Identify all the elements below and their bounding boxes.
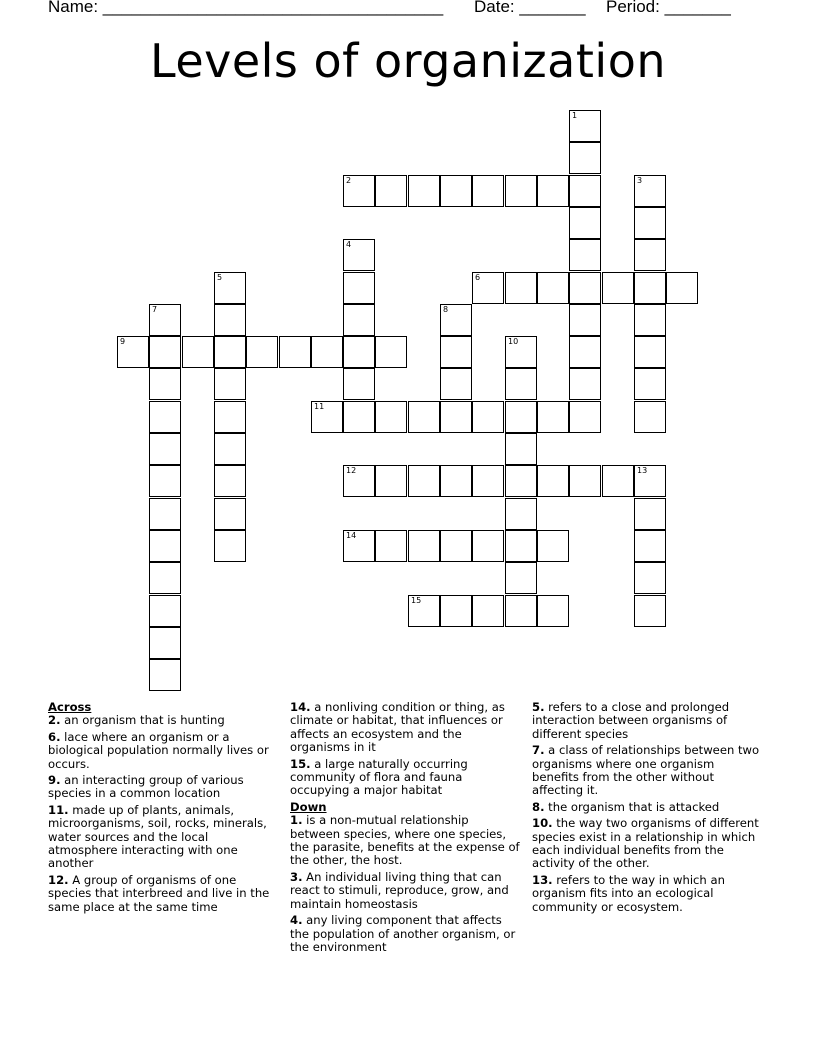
clue-number: 4: [346, 240, 352, 249]
clue-number: 10: [508, 337, 519, 346]
clue-across-9: 9. an interacting group of various species in a common location: [48, 773, 244, 801]
crossword-cell[interactable]: [343, 336, 375, 368]
clue-down-4: 4. any living component that affects the population of another organism, or the environment: [290, 913, 516, 954]
crossword-cell[interactable]: [569, 336, 601, 368]
page-title: Levels of organization: [150, 34, 666, 88]
crossword-cell[interactable]: [472, 401, 504, 433]
clue-number: 1: [572, 111, 578, 120]
crossword-cell[interactable]: [440, 465, 472, 497]
crossword-cell[interactable]: [569, 207, 601, 239]
clue-across-2: 2. an organism that is hunting: [48, 713, 225, 728]
crossword-cell[interactable]: [149, 304, 181, 336]
clue-down-7: 7. a class of relationships between two organisms where one organism benefits from the other without affecting it.: [532, 743, 760, 798]
crossword-cell[interactable]: [505, 562, 537, 594]
clue-number: 8: [443, 305, 449, 314]
crossword-cell[interactable]: [408, 175, 440, 207]
crossword-cell[interactable]: [569, 401, 601, 433]
clue-number: 15: [411, 596, 422, 605]
crossword-cell[interactable]: [634, 336, 666, 368]
clues-column-1: [48, 701, 280, 917]
crossword-cell[interactable]: [343, 401, 375, 433]
crossword-cell[interactable]: [214, 368, 246, 400]
clue-number: 14: [346, 531, 357, 540]
crossword-cell[interactable]: [472, 465, 504, 497]
crossword-cell[interactable]: [149, 627, 181, 659]
crossword-cell[interactable]: [149, 659, 181, 691]
crossword-cell[interactable]: [634, 595, 666, 627]
crossword-cell[interactable]: [634, 498, 666, 530]
crossword-cell[interactable]: [634, 368, 666, 400]
crossword-cell[interactable]: [440, 175, 472, 207]
crossword-cell[interactable]: [634, 239, 666, 271]
crossword-cell[interactable]: [569, 142, 601, 174]
crossword-cell[interactable]: [149, 465, 181, 497]
crossword-cell[interactable]: [537, 272, 569, 304]
clue-down-5: 5. refers to a close and prolonged interaction between organisms of different species: [532, 700, 730, 741]
crossword-cell[interactable]: [569, 368, 601, 400]
crossword-cell[interactable]: [343, 368, 375, 400]
crossword-cell[interactable]: [149, 368, 181, 400]
crossword-cell[interactable]: [117, 336, 149, 368]
clue-number: 2: [346, 176, 352, 185]
crossword-cell[interactable]: [634, 272, 666, 304]
crossword-cell[interactable]: [537, 530, 569, 562]
across-heading: Across: [48, 700, 92, 714]
clue-down-10: 10. the way two organisms of different species exist in a relationship in which each individual benefits from the activity of the other.: [532, 816, 759, 871]
crossword-cell[interactable]: [440, 530, 472, 562]
clue-down-1: 1. is a non-mutual relationship between species, where one species, the parasite, benefits at the expense of the other, the host.: [290, 813, 520, 868]
clue-across-12: 12. A group of organisms of one species that interbreed and live in the same place at the same time: [48, 872, 270, 914]
clue-number: 3: [637, 176, 643, 185]
crossword-cell[interactable]: [343, 304, 375, 336]
clue-across-6: 6. lace where an organism or a biological population normally lives or occurs.: [48, 729, 269, 771]
crossword-cell[interactable]: [343, 175, 375, 207]
crossword-cell[interactable]: [214, 272, 246, 304]
period-field-label[interactable]: Period: _______: [606, 0, 731, 16]
crossword-cell[interactable]: [505, 336, 537, 368]
crossword-cell[interactable]: [343, 272, 375, 304]
crossword-cell[interactable]: [634, 562, 666, 594]
clue-across-15: 15. a large naturally occurring community of flora and fauna occupying a major habitat: [290, 756, 468, 798]
crossword-cell[interactable]: [408, 530, 440, 562]
crossword-cell[interactable]: [375, 401, 407, 433]
crossword-cell[interactable]: [149, 562, 181, 594]
crossword-cell[interactable]: [569, 110, 601, 142]
crossword-cell[interactable]: [440, 336, 472, 368]
crossword-cell[interactable]: [311, 401, 343, 433]
clue-number: 5: [217, 273, 223, 282]
clue-number: 6: [475, 273, 481, 282]
crossword-cell[interactable]: [149, 336, 181, 368]
crossword-cell[interactable]: [537, 595, 569, 627]
crossword-cell[interactable]: [505, 465, 537, 497]
crossword-cell[interactable]: [343, 239, 375, 271]
name-field-label[interactable]: Name: ____________________________________: [48, 0, 444, 16]
crossword-cell[interactable]: [375, 465, 407, 497]
crossword-cell[interactable]: [569, 239, 601, 271]
crossword-cell[interactable]: [440, 401, 472, 433]
crossword-cell[interactable]: [569, 175, 601, 207]
crossword-cell[interactable]: [214, 465, 246, 497]
crossword-cell[interactable]: [505, 498, 537, 530]
clue-number: 12: [346, 466, 357, 475]
crossword-cell[interactable]: [602, 465, 634, 497]
crossword-cell[interactable]: [279, 336, 311, 368]
crossword-cell[interactable]: [440, 368, 472, 400]
crossword-cell[interactable]: [408, 465, 440, 497]
crossword-cell[interactable]: [149, 595, 181, 627]
crossword-cell[interactable]: [569, 465, 601, 497]
crossword-cell[interactable]: [375, 175, 407, 207]
crossword-cell[interactable]: [408, 595, 440, 627]
crossword-cell[interactable]: [505, 433, 537, 465]
crossword-cell[interactable]: [666, 272, 698, 304]
clues-column-2: [290, 701, 522, 957]
crossword-cell[interactable]: [149, 498, 181, 530]
crossword-cell[interactable]: [472, 595, 504, 627]
crossword-cell[interactable]: [537, 401, 569, 433]
crossword-cell[interactable]: [214, 304, 246, 336]
crossword-cell[interactable]: [440, 304, 472, 336]
crossword-cell[interactable]: [149, 530, 181, 562]
clue-down-3: 3. An individual living thing that can react to stimuli, reproduce, grow, and maintain homeostasis: [290, 869, 509, 911]
clue-number: 13: [637, 466, 648, 475]
clue-number: 9: [120, 337, 126, 346]
clue-across-14: 14. a nonliving condition or thing, as climate or habitat, that influences or affects an ecosystem and the organisms in it: [290, 700, 505, 755]
crossword-cell[interactable]: [214, 401, 246, 433]
crossword-cell[interactable]: [505, 272, 537, 304]
crossword-cell[interactable]: [214, 433, 246, 465]
crossword-cell[interactable]: [537, 465, 569, 497]
clue-number: 11: [314, 402, 325, 411]
crossword-cell[interactable]: [149, 433, 181, 465]
crossword-cell[interactable]: [472, 530, 504, 562]
clue-down-8: 8. the organism that is attacked: [532, 799, 720, 814]
crossword-cell[interactable]: [634, 175, 666, 207]
crossword-cell[interactable]: [440, 595, 472, 627]
crossword-cell[interactable]: [569, 304, 601, 336]
crossword-cell[interactable]: [634, 401, 666, 433]
crossword-cell[interactable]: [472, 175, 504, 207]
crossword-cell[interactable]: [634, 465, 666, 497]
crossword-cell[interactable]: [149, 401, 181, 433]
crossword-cell[interactable]: [537, 175, 569, 207]
clue-down-13: 13. refers to the way in which an organism fits into an ecological community or ecosystem.: [532, 872, 725, 914]
crossword-cell[interactable]: [569, 272, 601, 304]
crossword-cell[interactable]: [634, 304, 666, 336]
crossword-cell[interactable]: [505, 175, 537, 207]
clue-across-11: 11. made up of plants, animals, microorganisms, soil, rocks, minerals, water sources and the local atmosphere interacting with one another: [48, 802, 267, 871]
crossword-cell[interactable]: [505, 530, 537, 562]
crossword-cell[interactable]: [343, 465, 375, 497]
crossword-cell[interactable]: [375, 336, 407, 368]
crossword-cell[interactable]: [182, 336, 214, 368]
crossword-cell[interactable]: [408, 401, 440, 433]
crossword-cell[interactable]: [214, 336, 246, 368]
crossword-cell[interactable]: [246, 336, 278, 368]
crossword-cell[interactable]: [311, 336, 343, 368]
crossword-cell[interactable]: [602, 272, 634, 304]
date-field-label[interactable]: Date: _______: [474, 0, 586, 16]
crossword-cell[interactable]: [214, 530, 246, 562]
crossword-cell[interactable]: [634, 207, 666, 239]
crossword-cell[interactable]: [505, 595, 537, 627]
clues-column-3: [532, 701, 760, 917]
clue-number: 7: [152, 305, 158, 314]
down-heading: Down: [290, 799, 327, 814]
crossword-cell[interactable]: [472, 272, 504, 304]
crossword-cell[interactable]: [214, 498, 246, 530]
crossword-cell[interactable]: [634, 530, 666, 562]
crossword-cell[interactable]: [505, 368, 537, 400]
crossword-cell[interactable]: [375, 530, 407, 562]
crossword-cell[interactable]: [343, 530, 375, 562]
crossword-cell[interactable]: [505, 401, 537, 433]
